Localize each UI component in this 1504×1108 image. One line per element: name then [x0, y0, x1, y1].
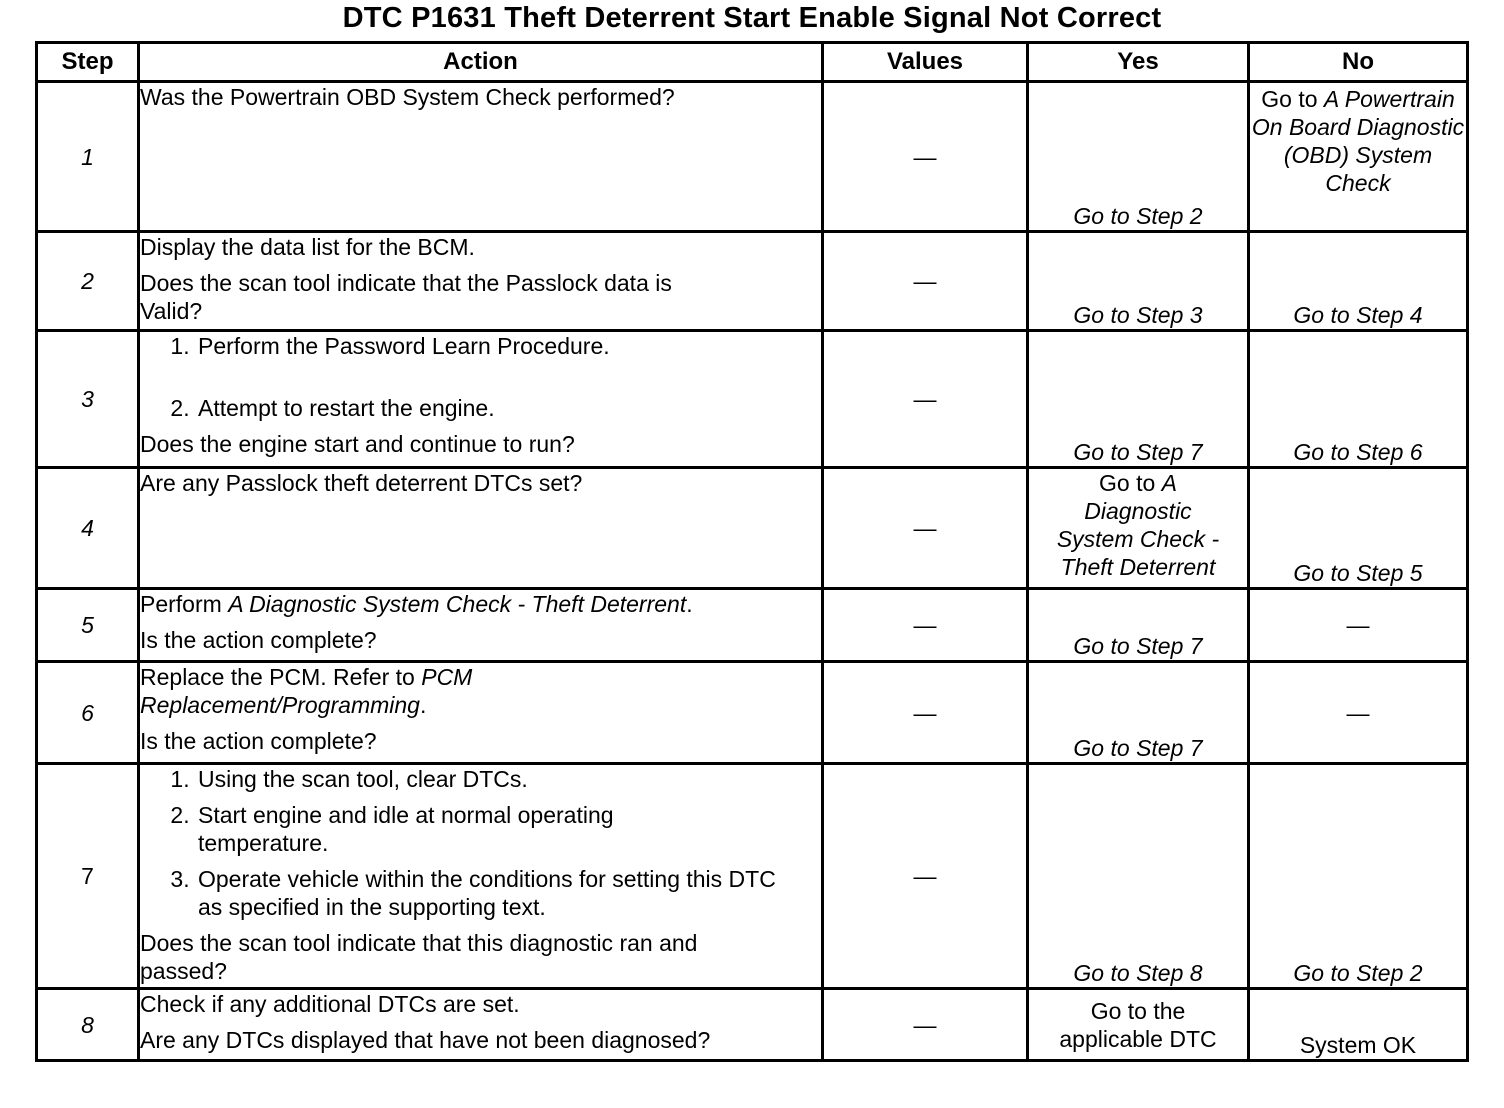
table-row: [37, 989, 1468, 1061]
no-prefix: Go to: [1261, 86, 1324, 112]
list-item: 1. Perform the Password Learn Procedure.: [196, 332, 821, 360]
header-row: [37, 43, 1468, 82]
action-prefix: Perform: [140, 591, 229, 617]
yes-cell: Go to Step 7: [1028, 331, 1249, 468]
action-text: Check if any additional DTCs are set.: [140, 991, 520, 1017]
step-number: 7: [37, 764, 139, 989]
values-cell: —: [823, 989, 1028, 1061]
action-cell: [139, 764, 823, 989]
diagnostic-table: [35, 41, 1469, 1062]
list-item: 2. Attempt to restart the engine.: [196, 394, 821, 422]
yes-prefix: Go to: [1099, 470, 1162, 496]
yes-cell: [1028, 468, 1249, 589]
action-cell: [139, 589, 823, 662]
table-row: [37, 82, 1468, 232]
action-text: [140, 590, 821, 618]
yes-cell: Go to Step 7: [1028, 589, 1249, 662]
action-question: Does the scan tool indicate that the Passlock data is Valid?: [140, 270, 672, 324]
action-question: Does the scan tool indicate that this diagnostic ran and passed?: [140, 930, 698, 984]
action-text: [140, 663, 821, 719]
step-number: 8: [37, 989, 139, 1061]
list-item: 2. Start engine and idle at normal operating temperature.: [196, 801, 801, 857]
no-cell: —: [1249, 589, 1468, 662]
procedure-list: [140, 765, 821, 921]
table-row: [37, 589, 1468, 662]
no-cell: Go to Step 5: [1249, 468, 1468, 589]
action-question: Is the action complete?: [140, 627, 377, 653]
step-number: 1: [37, 82, 139, 232]
step-number: 5: [37, 589, 139, 662]
values-cell: —: [823, 331, 1028, 468]
action-text: Are any Passlock theft deterrent DTCs set?: [140, 470, 583, 496]
step-number: 6: [37, 662, 139, 764]
action-cell: [139, 82, 823, 232]
action-text: Was the Powertrain OBD System Check performed?: [140, 84, 675, 110]
no-reference: A Powertrain On Board Diagnostic (OBD) System Check: [1251, 86, 1465, 196]
no-cell: [1249, 82, 1468, 232]
table-row: [37, 232, 1468, 331]
action-text: Display the data list for the BCM.: [140, 234, 475, 260]
yes-cell: Go to the applicable DTC: [1028, 989, 1249, 1061]
no-cell: Go to Step 6: [1249, 331, 1468, 468]
action-prefix: Replace the PCM. Refer to: [140, 664, 422, 690]
values-cell: —: [823, 232, 1028, 331]
no-cell: System OK: [1249, 989, 1468, 1061]
header-action: Action: [139, 43, 823, 82]
step-number: 2: [37, 232, 139, 331]
no-cell: Go to Step 4: [1249, 232, 1468, 331]
yes-cell: Go to Step 8: [1028, 764, 1249, 989]
values-cell: —: [823, 468, 1028, 589]
values-cell: —: [823, 662, 1028, 764]
yes-cell: Go to Step 2: [1028, 82, 1249, 232]
step-number: 4: [37, 468, 139, 589]
header-values: Values: [823, 43, 1028, 82]
list-item: 3. Operate vehicle within the conditions for setting this DTC as specified in the supporting text.: [196, 865, 801, 921]
values-cell: —: [823, 764, 1028, 989]
action-reference: A Diagnostic System Check - Theft Deterrent: [228, 591, 687, 617]
step-number: 3: [37, 331, 139, 468]
list-item: 1. Using the scan tool, clear DTCs.: [196, 765, 801, 793]
yes-reference: A Diagnostic System Check - Theft Deterrent: [1056, 470, 1220, 580]
table-row: [37, 764, 1468, 989]
action-cell: [139, 989, 823, 1061]
action-cell: [139, 331, 823, 468]
action-question: Is the action complete?: [140, 728, 377, 754]
action-cell: [139, 468, 823, 589]
action-cell: [139, 232, 823, 331]
header-step: Step: [37, 43, 139, 82]
header-yes: Yes: [1028, 43, 1249, 82]
no-cell: —: [1249, 662, 1468, 764]
table-row: [37, 468, 1468, 589]
table-row: [37, 331, 1468, 468]
action-reference: PCM Replacement/Programming: [140, 664, 473, 718]
page-title: DTC P1631 Theft Deterrent Start Enable Signal Not Correct: [342, 2, 1162, 34]
table-row: [37, 662, 1468, 764]
action-suffix: .: [686, 591, 693, 617]
header-no: No: [1249, 43, 1468, 82]
yes-cell: Go to Step 7: [1028, 662, 1249, 764]
action-question: Does the engine start and continue to run?: [140, 431, 575, 457]
no-cell: Go to Step 2: [1249, 764, 1468, 989]
procedure-list: [140, 332, 821, 422]
values-cell: —: [823, 589, 1028, 662]
action-question: Are any DTCs displayed that have not been diagnosed?: [140, 1027, 711, 1053]
values-cell: —: [823, 82, 1028, 232]
action-cell: [139, 662, 823, 764]
yes-cell: Go to Step 3: [1028, 232, 1249, 331]
action-suffix: .: [419, 692, 427, 718]
